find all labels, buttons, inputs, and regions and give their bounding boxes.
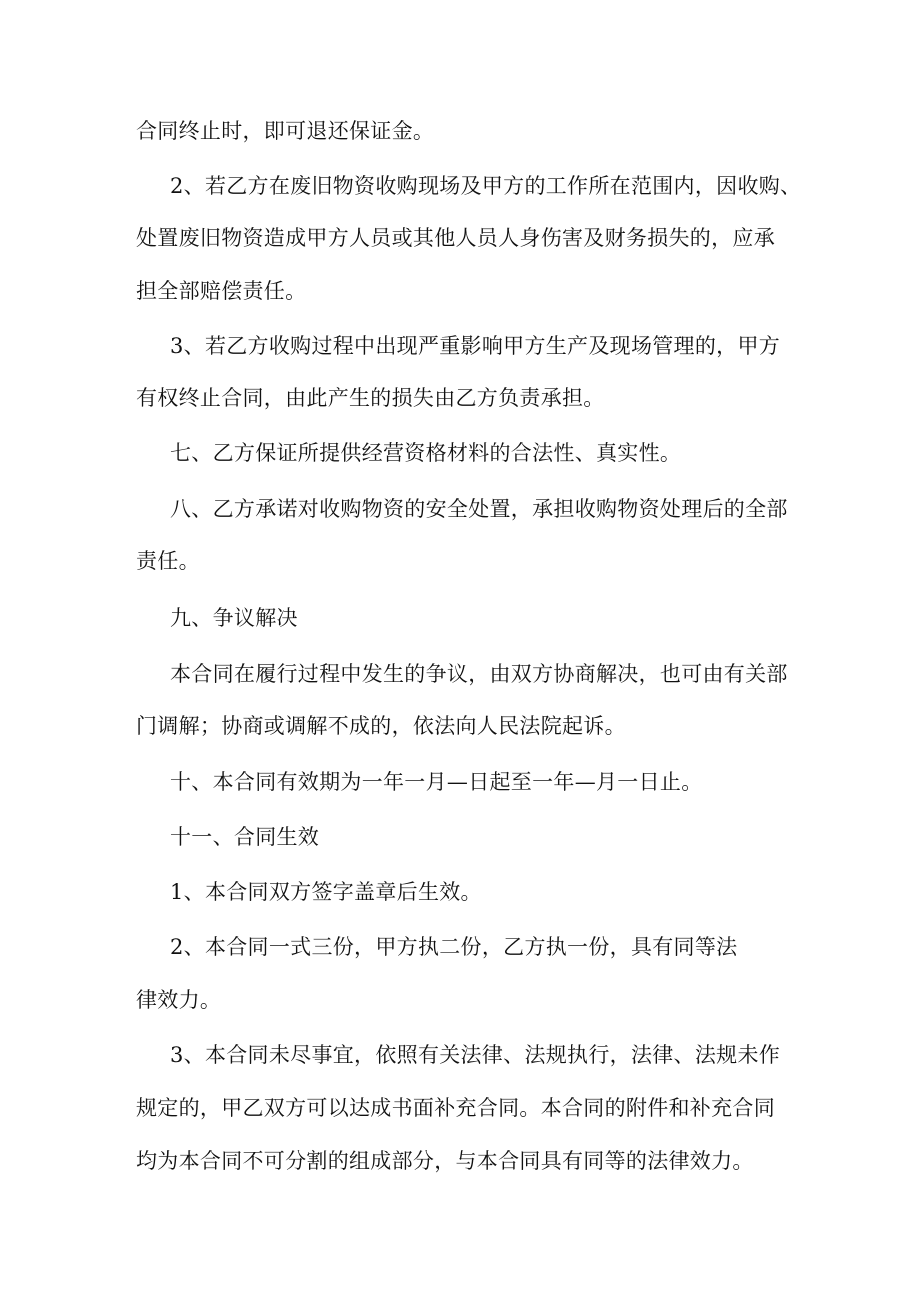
text-line: 均为本合同不可分割的组成部分，与本合同具有同等的法律效力。 [136,1149,754,1173]
text-line: 2、本合同一式三份，甲方执二份，乙方执一份，具有同等法 [170,935,738,959]
text-line: 八、乙方承诺对收购物资的安全处置，承担收购物资处理后的全部 [170,497,788,521]
text-line: 十、本合同有效期为一年一月—日起至一年—月一日止。 [170,770,703,794]
text-line: 七、乙方保证所提供经营资格材料的合法性、真实性。 [170,441,682,465]
section-heading: 九、争议解决 [170,606,298,630]
text-line: 3、若乙方收购过程中出现严重影响甲方生产及现场管理的，甲方 [170,334,781,358]
text-line: 门调解；协商或调解不成的，依法向人民法院起诉。 [136,714,626,738]
text-line: 律效力。 [136,988,222,1012]
text-line: 2、若乙方在废旧物资收购现场及甲方的工作所在范围内，因收购、 [170,174,802,198]
text-line: 本合同在履行过程中发生的争议，由双方协商解决，也可由有关部 [170,662,788,686]
text-line: 责任。 [136,549,200,573]
text-line: 规定的，甲乙双方可以达成书面补充合同。本合同的附件和补充合同 [136,1096,775,1120]
text-line: 处置废旧物资造成甲方人员或其他人员人身伤害及财务损失的，应承 [136,226,775,250]
section-heading: 十一、合同生效 [170,825,320,849]
text-line: 3、本合同未尽事宜，依照有关法律、法规执行，法律、法规未作 [170,1043,781,1067]
text-line: 担全部赔偿责任。 [136,279,307,303]
text-line: 有权终止合同，由此产生的损失由乙方负责承担。 [136,386,605,410]
text-line: 1、本合同双方签字盖章后生效。 [170,880,482,904]
text-line: 合同终止时，即可退还保证金。 [136,119,435,143]
